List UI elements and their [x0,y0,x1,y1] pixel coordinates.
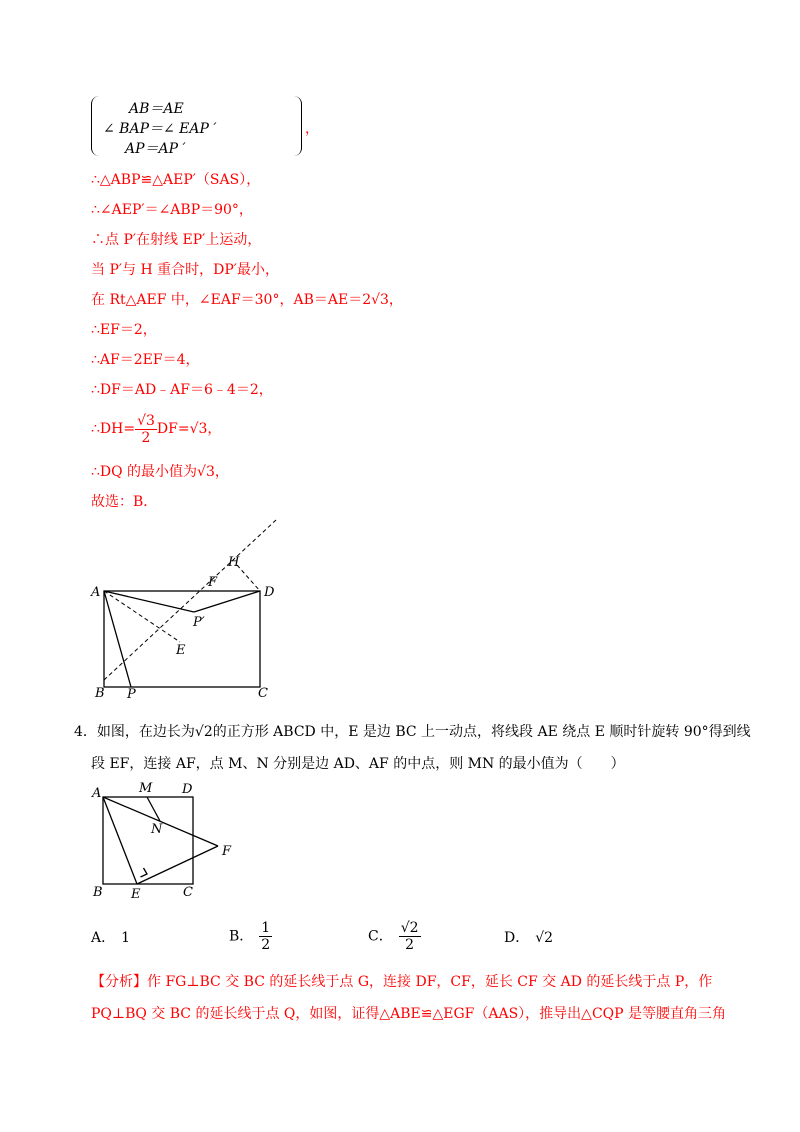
label-h: H [228,555,240,570]
min-value-line: ∴DQ 的最小值为√3， [91,464,229,480]
segment-ef [137,846,218,884]
option-a[interactable] [91,928,130,948]
label-p-prime: P′ [193,615,205,630]
dh-fraction-denominator: 2 [141,429,151,446]
label-c: C [258,686,268,701]
option-c[interactable] [368,920,421,953]
label-f: F [208,575,218,590]
option-c-fraction [399,920,421,953]
segment-ae [103,797,137,884]
option-d[interactable] [504,928,553,948]
label-a: A [92,786,102,801]
choice-line: 故选：B． [91,494,158,510]
label-d: D [264,585,275,600]
dh-fraction-numerator: √3 [137,412,155,429]
solution-line-6: ∴EF＝2， [91,322,157,338]
dh-prefix: ∴DH= [91,421,136,437]
option-c-denominator: 2 [405,937,415,953]
solution-line-4: 当 P′与 H 重合时，DP′最小， [91,262,279,278]
option-b-key: B． [229,928,254,945]
option-a-value: 1 [121,930,131,946]
label-c: C [183,885,193,900]
segment-mn [147,797,160,821]
dh-suffix: DF=√3， [156,421,222,437]
label-f: F [222,844,232,859]
option-d-key: D． [504,930,530,946]
solution-line-8: ∴DF＝AD﹣AF＝6﹣4＝2， [91,382,273,398]
analysis-line-2: PQ⊥BQ 交 BC 的延长线于点 Q，如图，证得△ABE≌△EGF（AAS），推导出△CQP 是等腰直角三角 [91,1006,727,1022]
label-b: B [95,686,105,701]
option-b[interactable] [229,920,272,953]
solution-line-3: ∴点 P′在射线 EP′上运动， [91,232,262,248]
option-c-key: C． [368,928,393,945]
question-line-2: 段 EF，连接 AF，点 M、N 分别是边 AD、AF 的中点，则 MN 的最小值为（ ） [91,756,625,772]
label-e: E [176,643,186,658]
solution-line-1: ∴△ABP≌△AEP′（SAS）， [91,172,261,188]
label-a: A [91,585,101,600]
option-d-value: √2 [535,930,554,946]
right-angle-mark [141,868,148,877]
square-abcd [103,797,193,884]
label-m: M [139,781,153,796]
system-row-2: ∠ BAP＝∠ EAP ′ [103,121,217,137]
system-row-3: AP＝AP ′ [125,141,186,157]
solution-line-7: ∴AF＝2EF＝4， [91,352,200,368]
option-b-fraction [259,920,272,953]
question-line-1: 4．如图，在边长为√2的正方形 ABCD 中，E 是边 BC 上一动点，将线段 AE 绕点 E 顺时针旋转 90°得到线 [74,724,751,740]
analysis-line-1: 【分析】作 FG⊥BC 交 BC 的延长线于点 G，连接 DF，CF，延长 CF 交 AD 的延长线于点 P，作 [91,974,713,990]
label-d: D [182,782,193,797]
option-c-numerator: √2 [400,920,419,936]
option-b-numerator: 1 [261,920,271,936]
option-a-key: A． [91,930,116,946]
label-b: B [93,885,103,900]
label-e: E [131,887,141,902]
system-tail: ， [305,121,319,137]
solution-line-2: ∴∠AEP′＝∠ABP＝90°， [91,202,253,218]
solution-line-5: 在 Rt△AEF 中，∠EAF＝30°，AB＝AE＝2√3， [91,292,403,308]
label-n: N [151,822,163,837]
option-b-denominator: 2 [261,937,271,953]
system-row-1: AB＝AE [129,101,184,117]
label-p: P [127,687,136,702]
